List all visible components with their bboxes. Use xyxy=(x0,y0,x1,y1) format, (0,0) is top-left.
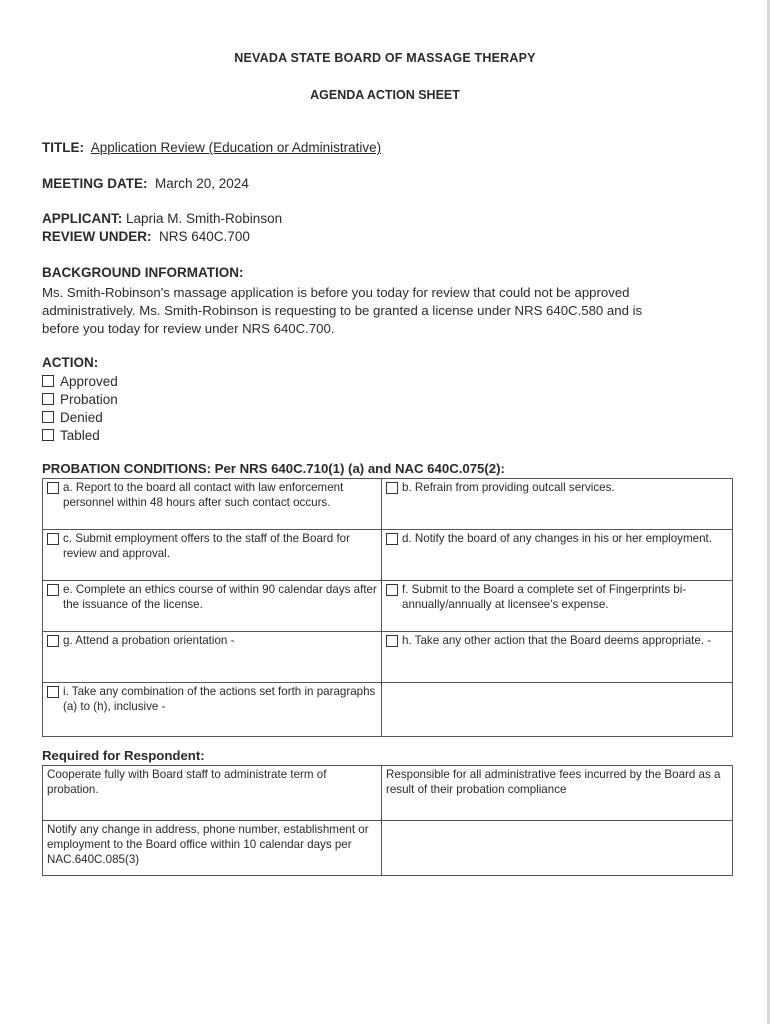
table-row xyxy=(43,766,733,821)
applicant-value: Lapria M. Smith-Robinson xyxy=(126,211,283,226)
checkbox[interactable] xyxy=(42,411,54,423)
respondent-heading: Required for Respondent: xyxy=(42,748,205,763)
organization-heading: NEVADA STATE BOARD OF MASSAGE THERAPY xyxy=(234,51,536,65)
respondent-requirements-table xyxy=(42,765,733,876)
requirement-cell: Notify any change in address, phone number, establishment or employment to the Board office within 10 calendar days per NAC.640C.085(3) xyxy=(43,821,382,876)
title-value: Application Review (Education or Administrative) xyxy=(90,140,382,155)
table-row xyxy=(43,479,733,530)
condition-cell xyxy=(43,530,382,581)
background-line: before you today for review under NRS 640C.700. xyxy=(42,321,335,336)
table-row xyxy=(43,632,733,683)
action-option-probation[interactable] xyxy=(42,390,118,408)
condition-cell xyxy=(43,581,382,632)
review-under-label: REVIEW UNDER: xyxy=(42,229,152,244)
checkbox[interactable] xyxy=(386,584,398,596)
checkbox[interactable] xyxy=(42,393,54,405)
checkbox[interactable] xyxy=(386,635,398,647)
background-line: administratively. Ms. Smith-Robinson is requesting to be granted a license under NRS 640C.580 and is xyxy=(42,303,643,318)
table-row xyxy=(43,821,733,876)
condition-text: i. Take any combination of the actions set forth in paragraphs (a) to (h), inclusive - xyxy=(63,685,376,713)
background-paragraph xyxy=(42,284,732,338)
checkbox[interactable] xyxy=(42,375,54,387)
requirement-cell: Responsible for all administrative fees incurred by the Board as a result of their probation compliance xyxy=(382,766,733,821)
action-heading: ACTION: xyxy=(42,355,99,370)
review-under-value: NRS 640C.700 xyxy=(159,229,250,244)
condition-cell-empty xyxy=(382,683,733,737)
title-label: TITLE: xyxy=(42,140,84,155)
background-heading: BACKGROUND INFORMATION: xyxy=(42,265,244,280)
meeting-date-value: March 20, 2024 xyxy=(155,176,249,191)
condition-text: e. Complete an ethics course of within 90 calendar days after the issuance of the license. xyxy=(63,583,377,611)
condition-text: f. Submit to the Board a complete set of Fingerprints bi-annually/annually at licensee's expense. xyxy=(402,583,687,611)
action-option-label: Tabled xyxy=(60,427,100,443)
probation-heading: PROBATION CONDITIONS: Per NRS 640C.710(1) (a) and NAC 640C.075(2): xyxy=(42,461,505,476)
action-option-approved[interactable] xyxy=(42,372,118,390)
checkbox[interactable] xyxy=(47,635,59,647)
condition-cell xyxy=(382,581,733,632)
condition-text: h. Take any other action that the Board deems appropriate. - xyxy=(402,634,712,647)
applicant-row xyxy=(42,211,282,226)
title-row xyxy=(42,140,381,155)
condition-cell xyxy=(43,479,382,530)
action-option-label: Probation xyxy=(60,391,118,407)
condition-cell xyxy=(382,530,733,581)
action-option-label: Denied xyxy=(60,409,103,425)
requirement-cell: Cooperate fully with Board staff to administrate term of probation. xyxy=(43,766,382,821)
background-line: Ms. Smith-Robinson's massage application is before you today for review that could not be approved xyxy=(42,285,630,300)
condition-text: d. Notify the board of any changes in his or her employment. xyxy=(402,532,712,545)
table-row xyxy=(43,581,733,632)
applicant-label: APPLICANT: xyxy=(42,211,123,226)
meeting-date-row xyxy=(42,176,249,191)
checkbox[interactable] xyxy=(47,686,59,698)
review-under-row xyxy=(42,229,250,244)
checkbox[interactable] xyxy=(42,429,54,441)
action-option-label: Approved xyxy=(60,373,118,389)
action-option-tabled[interactable] xyxy=(42,426,118,444)
checkbox[interactable] xyxy=(386,533,398,545)
condition-cell xyxy=(382,632,733,683)
checkbox[interactable] xyxy=(386,482,398,494)
sheet-title: AGENDA ACTION SHEET xyxy=(310,88,460,102)
checkbox[interactable] xyxy=(47,584,59,596)
condition-text: c. Submit employment offers to the staff of the Board for review and approval. xyxy=(63,532,350,560)
table-row xyxy=(43,683,733,737)
action-options xyxy=(42,372,118,444)
meeting-date-label: MEETING DATE: xyxy=(42,176,148,191)
condition-cell xyxy=(43,632,382,683)
condition-text: g. Attend a probation orientation - xyxy=(63,634,235,647)
requirement-cell-empty xyxy=(382,821,733,876)
probation-conditions-table xyxy=(42,478,733,737)
action-option-denied[interactable] xyxy=(42,408,118,426)
checkbox[interactable] xyxy=(47,533,59,545)
table-row xyxy=(43,530,733,581)
condition-cell xyxy=(382,479,733,530)
condition-text: a. Report to the board all contact with law enforcement personnel within 48 hours after such contact occurs. xyxy=(63,481,344,509)
checkbox[interactable] xyxy=(47,482,59,494)
condition-text: b. Refrain from providing outcall services. xyxy=(402,481,615,494)
condition-cell xyxy=(43,683,382,737)
